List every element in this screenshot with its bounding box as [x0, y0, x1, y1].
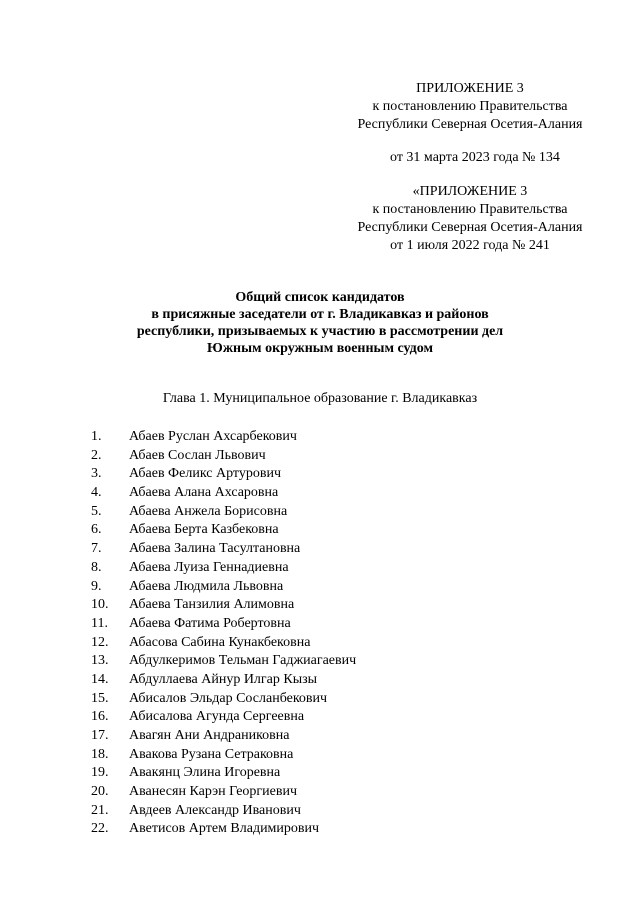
list-item-name: Аванесян Карэн Георгиевич [129, 784, 297, 800]
list-item-name: Абаева Залина Тасултановна [129, 541, 301, 557]
list-item-name: Авакова Рузана Сетраковна [129, 746, 294, 762]
list-item-number: 12. [91, 634, 109, 650]
list-item-number: 22. [91, 821, 109, 837]
list-item-number: 13. [91, 653, 109, 669]
list-item [91, 521, 571, 540]
appendix-current-date: от 31 марта 2023 года № 134 [390, 150, 560, 165]
list-item [91, 559, 571, 578]
appendix-current-line: Республики Северная Осетия-Алания [357, 117, 583, 132]
appendix-previous-line: от 1 июля 2022 года № 241 [390, 238, 550, 253]
list-item-number: 10. [91, 597, 109, 613]
list-item-number: 9. [91, 578, 102, 594]
list-item-name: Авакянц Элина Игоревна [129, 765, 281, 781]
list-item [91, 596, 571, 615]
appendix-previous-line: к постановлению Правительства [372, 202, 568, 217]
list-item-name: Абаев Сослан Львович [129, 447, 266, 463]
list-item-number: 11. [91, 615, 108, 631]
list-item-name: Абдулкеримов Тельман Гаджиагаевич [129, 653, 357, 669]
list-item-number: 2. [91, 447, 102, 463]
list-item-name: Абаева Луиза Геннадиевна [129, 559, 289, 575]
list-item-number: 14. [91, 671, 109, 687]
appendix-current-line: к постановлению Правительства [372, 99, 568, 114]
list-item-name: Абаева Анжела Борисовна [129, 503, 288, 519]
list-item-name: Абдуллаева Айнур Илгар Кызы [129, 671, 318, 687]
list-item [91, 764, 571, 783]
list-item-number: 17. [91, 728, 109, 743]
list-item-name: Авдеев Александр Иванович [129, 802, 301, 818]
list-item-number: 3. [91, 466, 102, 482]
list-item-name: Абаев Феликс Артурович [129, 466, 281, 482]
list-item-number: 20. [91, 784, 109, 800]
title-line: республики, призываемых к участию в рассмотрении дел [136, 324, 504, 339]
list-item [91, 540, 571, 559]
appendix-previous-line: «ПРИЛОЖЕНИЕ 3 [412, 184, 528, 199]
list-item [91, 578, 571, 597]
title-line: Общий список кандидатов [235, 290, 405, 305]
appendix-previous-line: Республики Северная Осетия-Алания [357, 220, 583, 235]
list-item-number: 7. [91, 541, 102, 557]
list-item [91, 503, 571, 522]
list-item-name: Абаев Руслан Ахсарбекович [129, 429, 297, 444]
list-item [91, 484, 571, 503]
list-item-number: 15. [91, 690, 109, 706]
list-item [91, 652, 571, 671]
list-item [91, 671, 571, 690]
list-item-name: Абаева Фатима Робертовна [129, 615, 291, 631]
list-item [91, 428, 571, 447]
list-item [91, 634, 571, 653]
list-item-name: Абаева Людмила Львовна [129, 578, 284, 594]
appendix-header-current [330, 80, 610, 134]
list-item-name: Авагян Ани Андраниковна [129, 728, 290, 743]
list-item [91, 690, 571, 709]
list-item-number: 16. [91, 709, 109, 725]
list-item-number: 4. [91, 485, 102, 501]
title-line: в присяжные заседатели от г. Владикавказ и районов [151, 307, 489, 322]
list-item-name: Абаева Берта Казбековна [129, 522, 279, 538]
list-item-number: 8. [91, 559, 102, 575]
list-item-number: 5. [91, 503, 102, 519]
list-item-name: Абисалов Эльдар Сосланбекович [129, 690, 328, 706]
list-item-name: Абаева Алана Ахсаровна [129, 485, 279, 501]
list-item [91, 820, 571, 839]
list-item [91, 727, 571, 746]
list-item-name: Аветисов Артем Владимирович [129, 821, 320, 837]
list-item-number: 21. [91, 802, 109, 818]
list-item-number: 18. [91, 746, 109, 762]
list-item [91, 802, 571, 821]
list-item [91, 746, 571, 765]
list-item [91, 615, 571, 634]
appendix-header-previous [330, 183, 610, 255]
document-title [60, 289, 580, 357]
candidate-list [91, 428, 571, 839]
list-item [91, 447, 571, 466]
list-item [91, 708, 571, 727]
list-item [91, 783, 571, 802]
list-item-number: 19. [91, 765, 109, 781]
chapter-heading: Глава 1. Муниципальное образование г. Владикавказ [162, 391, 478, 406]
list-item [91, 465, 571, 484]
list-item-name: Абисалова Агунда Сергеевна [129, 709, 305, 725]
list-item-number: 1. [91, 429, 102, 444]
appendix-current-line: ПРИЛОЖЕНИЕ 3 [416, 81, 524, 96]
list-item-name: Абасова Сабина Кунакбековна [129, 634, 311, 650]
list-item-number: 6. [91, 522, 102, 538]
title-line: Южным окружным военным судом [206, 341, 434, 356]
list-item-name: Абаева Танзилия Алимовна [129, 597, 295, 613]
